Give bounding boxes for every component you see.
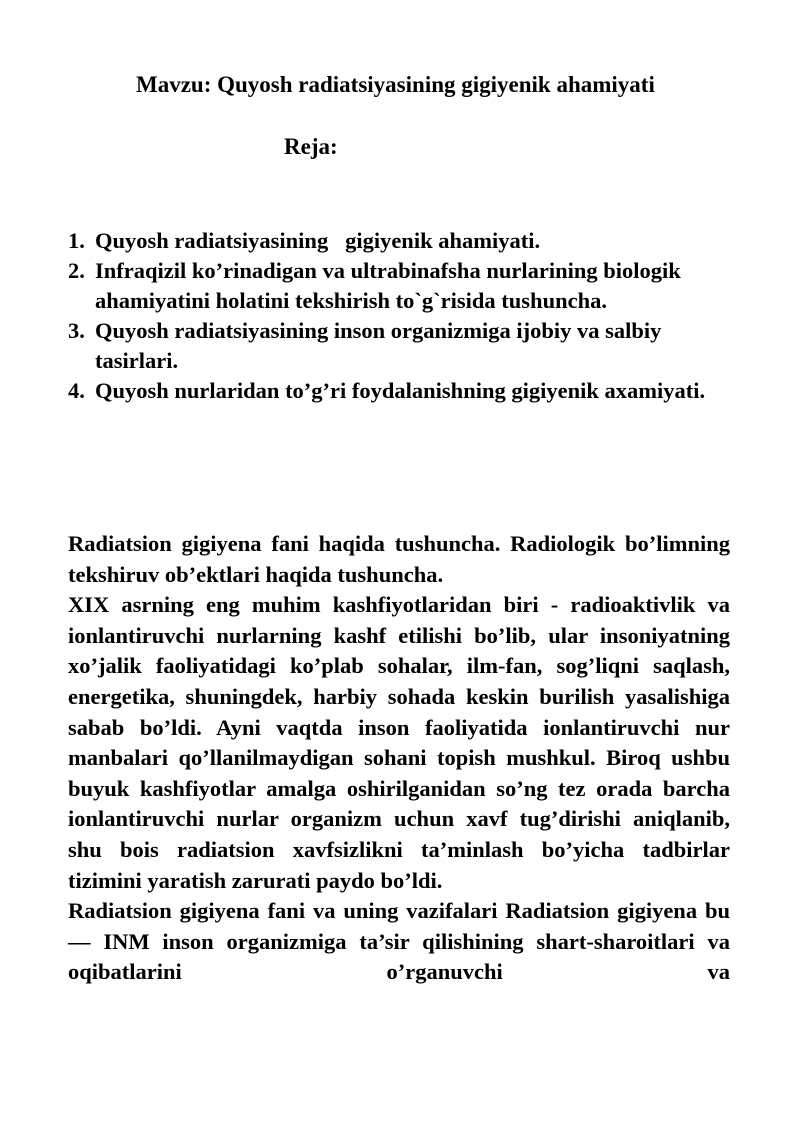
plan-item-text: Quyosh radiatsiyasining inson organizmiga ijobiy va salbiy tasirlari.: [95, 318, 662, 373]
plan-item: [68, 256, 708, 316]
plan-item-text: Infraqizil ko’rinadigan va ultrabinafsha nurlarining biologik ahamiyatini holatini tekshirish to`g`risida tushuncha.: [95, 258, 681, 313]
document-title: Mavzu: Quyosh radiatsiyasining gigiyenik ahamiyati: [136, 72, 655, 97]
body-text: [68, 529, 730, 988]
plan-item-text: Quyosh nurlaridan to’g’ri foydalanishning gigiyenik axamiyati.: [95, 378, 706, 403]
plan-heading: Reja:: [284, 134, 338, 159]
plan-item: [68, 226, 708, 256]
plan-item-text: Quyosh radiatsiyasining gigiyenik ahamiyati.: [95, 228, 541, 253]
plan-item-number: 4.: [68, 378, 85, 403]
plan-item: [68, 316, 708, 376]
plan-item-number: 2.: [68, 258, 85, 283]
body-paragraph: XIX asrning eng muhim kashfiyotlaridan biri - radioaktivlik va ionlantiruvchi nurlarning kashf etilishi bo’lib, ular insoniyatning xo’jalik faoliyatidagi ko’plab sohalar, ilm-fan, sog’liqni saqlash, energetika, shuningdek, harbiy sohada keskin burilish yasalishiga sabab bo’ldi. Ayni vaqtda inson faoliyatida ionlantiruvchi nur manbalari qo’llanilmaydigan sohani topish mushkul. Biroq ushbu buyuk kashfiyotlar amalga oshirilganidan so’ng tez orada barcha ionlantiruvchi nurlar organizm uchun xavf tug’dirishi aniqlanib, shu bois radiatsion xavfsizlikni ta’minlash bo’yicha tadbirlar tizimini yaratish zarurati paydo bo’ldi.: [68, 592, 730, 893]
plan-item: [68, 376, 708, 406]
body-paragraph: Radiatsion gigiyena fani va uning vazifalari Radiatsion gigiyena bu — INM inson organizmiga ta’sir qilishining shart-sharoitlari va oqibatlarini o’rganuvchi va: [68, 898, 730, 985]
body-paragraph: Radiatsion gigiyena fani haqida tushuncha. Radiologik bo’limning tekshiruv ob’ektlari haqida tushuncha.: [68, 531, 730, 587]
plan-item-number: 1.: [68, 228, 85, 253]
plan-list: [68, 226, 708, 406]
plan-item-number: 3.: [68, 318, 85, 343]
